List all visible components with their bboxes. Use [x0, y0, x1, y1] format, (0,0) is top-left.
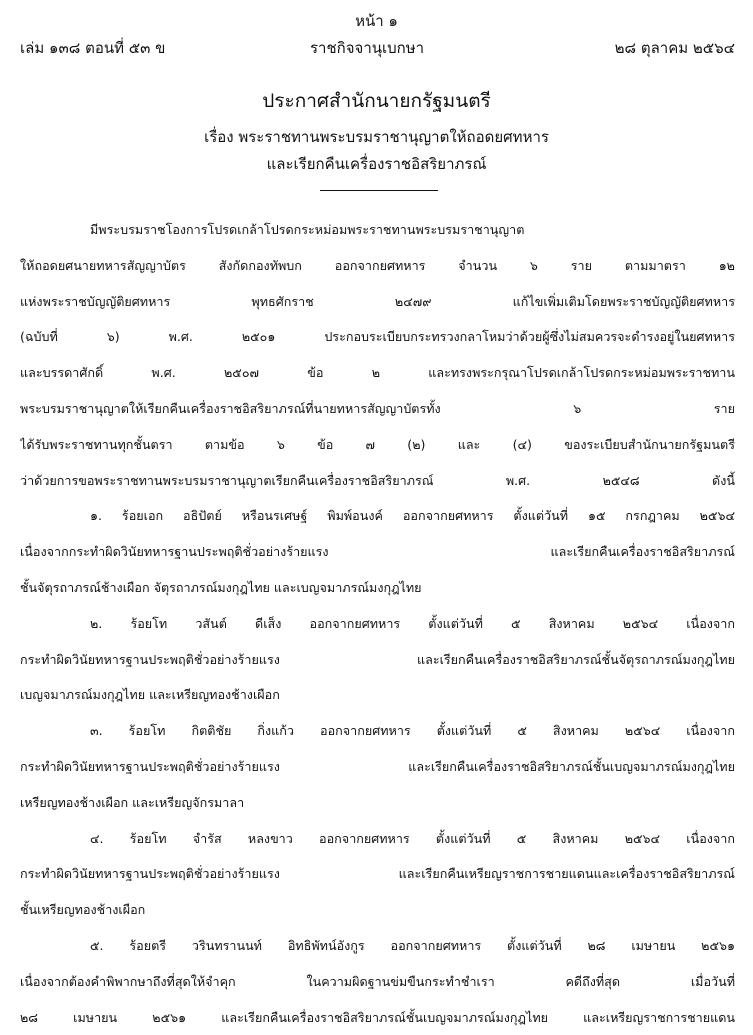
page-number: หน้า ๑	[355, 12, 398, 30]
body-line: เนื่องจากกระทำผิดวินัยทหารฐานประพฤติชั่วอย่างร้ายแรง และเรียกคืนเครื่องราชอิสริยาภรณ์	[20, 544, 735, 560]
body-line: มีพระบรมราชโองการโปรดเกล้าโปรดกระหม่อมพระราชทานพระบรมราชานุญาต	[90, 222, 525, 237]
list-item-3-line: ๓. ร้อยโท กิตติชัย กิ่งแก้ว ออกจากยศทหาร ตั้งแต่วันที่ ๕ สิงหาคม ๒๕๖๔ เนื่องจาก	[90, 723, 735, 739]
body-line: ว่าด้วยการขอพระราชทานพระบรมราชานุญาตเรียกคืนเครื่องราชอิสริยาภรณ์ พ.ศ. ๒๕๔๘ ดังนี้	[20, 472, 735, 488]
subject-line-2: และเรียกคืนเครื่องราชอิสริยาภรณ์	[266, 155, 487, 173]
body-line: กระทำผิดวินัยทหารฐานประพฤติชั่วอย่างร้ายแรง และเรียกคืนเหรียญราชการชายแดนและเครื่องราชอิสริยาภรณ์	[20, 866, 735, 882]
body-line: ชั้นเหรียญทองช้างเผือก	[20, 902, 146, 918]
title-divider	[320, 190, 438, 191]
publication-date: ๒๘ ตุลาคม ๒๕๖๔	[614, 39, 735, 57]
publication-name: ราชกิจจานุเบกษา	[310, 39, 425, 57]
body-line: ๒๘ เมษายน ๒๕๖๑ และเรียกคืนเครื่องราชอิสริยาภรณ์ชั้นเบญจมาภรณ์มงกุฎไทย และเหรียญราชการชายแดน	[20, 1009, 735, 1025]
body-line: พระบรมราชานุญาตให้เรียกคืนเครื่องราชอิสริยาภรณ์ที่นายทหารสัญญาบัตรทั้ง ๖ ราย	[20, 400, 735, 416]
body-line: เบญจมาภรณ์มงกุฎไทย และเหรียญทองช้างเผือก	[20, 687, 280, 703]
body-line: กระทำผิดวินัยทหารฐานประพฤติชั่วอย่างร้ายแรง และเรียกคืนเครื่องราชอิสริยาภรณ์ชั้นเบญจมาภรณ์มงกุฎไทย	[20, 758, 735, 774]
list-item-4-line: ๔. ร้อยโท จำรัส หลงขาว ออกจากยศทหาร ตั้งแต่วันที่ ๕ สิงหาคม ๒๕๖๔ เนื่องจาก	[90, 830, 735, 846]
list-item-5-line: ๕. ร้อยตรี วรินทรานนท์ อิทธิพัทน์อังกูร ออกจากยศทหาร ตั้งแต่วันที่ ๒๘ เมษายน ๒๕๖๑	[90, 937, 735, 953]
announcement-body	[20, 212, 735, 1035]
body-line: ได้รับพระราชทานทุกชั้นตรา ตามข้อ ๖ ข้อ ๗ (๒) และ (๔) ของระเบียบสำนักนายกรัฐมนตรี	[20, 436, 735, 452]
announcement-subject	[0, 124, 753, 178]
body-line: เนื่องจากต้องคำพิพากษาถึงที่สุดให้จำคุก ในความผิดฐานข่มขืนกระทำชำเรา คดีถึงที่สุด เมื่อวันที่	[20, 973, 735, 989]
body-line: ชั้นจัตุรถาภรณ์ช้างเผือก จัตุรถาภรณ์มงกุฎไทย และเบญจมาภรณ์มงกุฎไทย	[20, 579, 422, 595]
list-item-1-line: ๑. ร้อยเอก อธิปัตย์ หรือนรเศษฐ์ พิมพ์อนงค์ ออกจากยศทหาร ตั้งแต่วันที่ ๑๕ กรกฎาคม ๒๕๖๔	[90, 508, 735, 524]
body-line: ให้ถอดยศนายทหารสัญญาบัตร สังกัดกองทัพบก ออกจากยศทหาร จำนวน ๖ ราย ตามมาตรา ๑๒	[20, 257, 735, 273]
announcement-title: ประกาศสำนักนายกรัฐมนตรี	[262, 90, 491, 112]
body-line: และบรรดาศักดิ์ พ.ศ. ๒๕๐๗ ข้อ ๒ และทรงพระกรุณาโปรดเกล้าโปรดกระหม่อมพระราชทาน	[20, 365, 735, 381]
body-line: แห่งพระราชบัญญัติยศทหาร พุทธศักราช ๒๔๗๙ แก้ไขเพิ่มเติมโดยพระราชบัญญัติยศทหาร	[20, 293, 735, 309]
subject-line-1: เรื่อง พระราชทานพระบรมราชานุญาตให้ถอดยศทหาร	[204, 128, 549, 146]
volume-issue: เล่ม ๑๓๘ ตอนที่ ๕๓ ข	[20, 39, 166, 57]
gazette-header	[20, 36, 735, 60]
body-line: เหรียญทองช้างเผือก และเหรียญจักรมาลา	[20, 794, 245, 810]
list-item-2-line: ๒. ร้อยโท วสันต์ ดีเส็ง ออกจากยศทหาร ตั้งแต่วันที่ ๕ สิงหาคม ๒๕๖๔ เนื่องจาก	[90, 615, 735, 631]
body-line: กระทำผิดวินัยทหารฐานประพฤติชั่วอย่างร้ายแรง และเรียกคืนเครื่องราชอิสริยาภรณ์ชั้นจัตุรถาภรณ์มงกุฎไทย	[20, 651, 735, 667]
body-line: (ฉบับที่ ๖) พ.ศ. ๒๕๐๑ ประกอบระเบียบกระทรวงกลาโหมว่าด้วยผู้ซึ่งไม่สมควรจะดำรงอยู่ในยศทหาร	[20, 329, 735, 345]
